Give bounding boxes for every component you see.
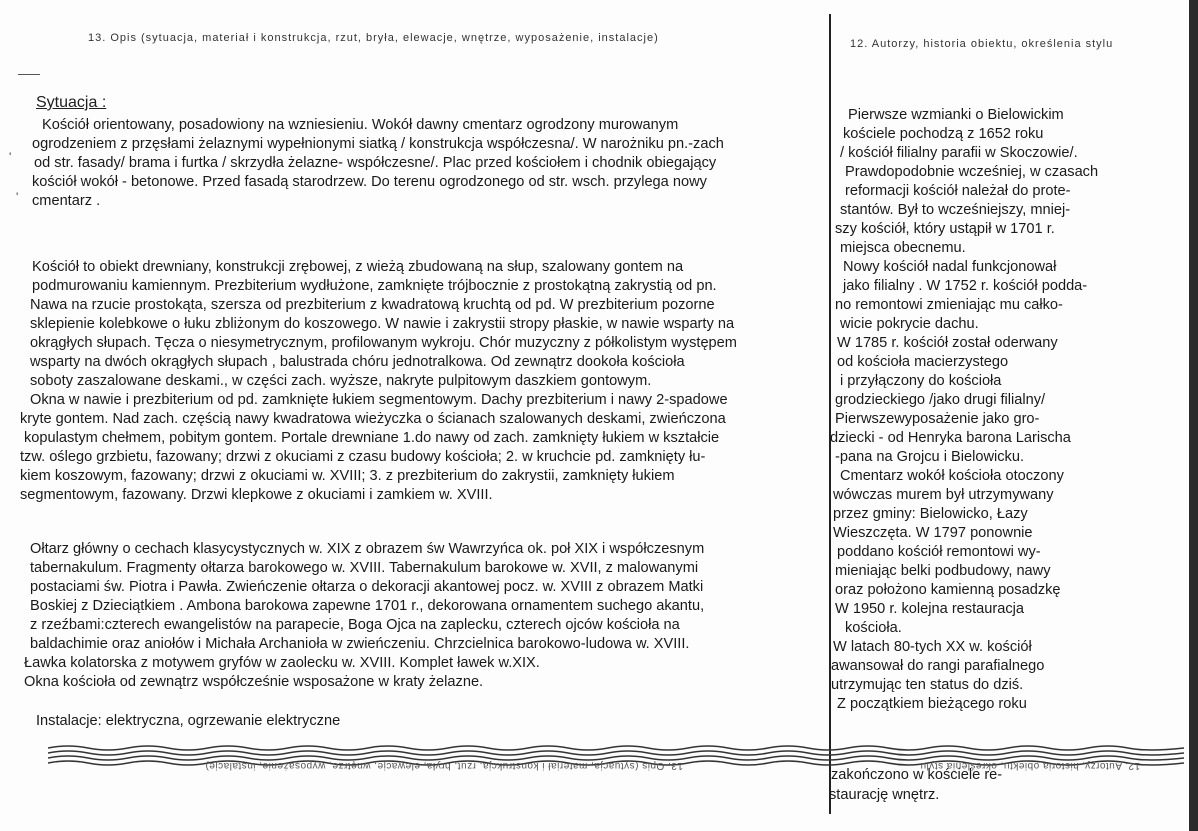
right-line: przez gminy: Bielowicko, Łazy (833, 506, 1028, 522)
left-line: cmentarz . (32, 193, 101, 209)
right-line: i przyłączony do kościoła (840, 373, 1002, 389)
left-line: Boskiej z Dzieciątkiem . Ambona barokowa zapewne 1701 r., dekorowana ornamentem suchego akantu, (30, 598, 705, 614)
left-line: podmurowaniu kamiennym. Prezbiterium wydłużone, zamknięte trójbocznie z prostokątną zakrystią od pn. (32, 278, 717, 294)
left-line: ogrodzeniem z przęsłami żelaznymi wypełnionymi siatką / konstrukcja współczesna/. W narożniku pn.-zach (32, 136, 724, 152)
right-line: oraz położono kamienną posadzkę (835, 582, 1061, 598)
section-title: Sytuacja : (36, 94, 107, 111)
margin-mark: ' (16, 190, 19, 204)
left-line: soboty zaszalowane deskami., w części zach. wyższe, nakryte pulpitowym daszkiem gontowym. (30, 373, 652, 389)
left-line: Kościół to obiekt drewniany, konstrukcji zrębowej, z wieżą zbudowaną na słup, szalowany gontem na (32, 259, 684, 275)
right-line: W 1785 r. kościół został oderwany (837, 335, 1058, 351)
left-line: Instalacje: elektryczna, ogrzewanie elektryczne (36, 713, 341, 729)
scan-edge (1189, 0, 1198, 831)
right-line: W latach 80-tych XX w. kościół (833, 639, 1032, 655)
left-line: sklepienie kolebkowe o łuku zbliżonym do koszowego. W nawie i zakrystii stropy płaskie, w nawie wsparty na (30, 316, 735, 332)
left-line: kiem koszowym, fazowany; drzwi z okuciami w. XVIII; 3. z prezbiterium do zakrystii, zamknięty łukiem (20, 468, 675, 484)
right-line: awansował do rangi parafialnego (831, 658, 1045, 674)
right-line: wicie pokrycie dachu. (840, 316, 979, 332)
right-line: utrzymując ten status do dziś. (831, 677, 1024, 693)
right-line: poddano kościół remontowi wy- (837, 544, 1041, 560)
left-line: Okna w nawie i prezbiterium od pd. zamknięte łukiem segmentowym. Dachy prezbiterium i nawy 2-spadowe (30, 392, 728, 408)
right-line: / kościół filialny parafii w Skoczowie/. (840, 145, 1078, 161)
right-line: Pierwszewyposażenie jako gro- (835, 411, 1040, 427)
left-line: Nawa na rzucie prostokąta, szersza od prezbiterium z kwadratową kruchtą od pd. W prezbiterium pozorne (30, 297, 715, 313)
right-line: kościoła. (845, 620, 902, 636)
right-line: od kościoła macierzystego (837, 354, 1009, 370)
mirrored-header-left: 13. Opis (sytuacja, materiał i konstrukcja, rzut, bryła, elewacje, wnętrze, wyposażenie, instalacje) (205, 760, 683, 771)
right-line: Cmentarz wokół kościoła otoczony (840, 468, 1064, 484)
header-right: 12. Autorzy, historia obiektu, określenia stylu (850, 38, 1114, 50)
left-line: kryte gontem. Nad zach. częścią nawy kwadratowa wieżyczka o ścianach szalowanych deskami, zwieńczona (20, 411, 726, 427)
right-line: Wieszczęta. W 1797 ponownie (833, 525, 1033, 541)
left-line: wsparty na dwóch okrągłych słupach , balustrada chóru jednotralkowa. Od zewnątrz dookoła kościoła (30, 354, 685, 370)
left-line: Ołtarz główny o cechach klasycystycznych w. XIX z obrazem św Wawrzyńca ok. poł XIX i współczesnym (30, 541, 705, 557)
right-line: -pana na Grojcu i Bielowicku. (835, 449, 1024, 465)
right-line: Z początkiem bieżącego roku (837, 696, 1027, 712)
right-line: wówczas murem był utrzymywany (833, 487, 1054, 503)
right-line: Nowy kościół nadal funkcjonował (843, 259, 1057, 275)
right-line: Prawdopodobnie wcześniej, w czasach (845, 164, 1099, 180)
right-line: no remontowi zmieniając mu całko- (835, 297, 1063, 313)
right-line: zakończono w kościele re- (831, 767, 1003, 783)
left-line: kościół wokół - betonowe. Przed fasadą starodrzew. Do terenu ogrodzonego od str. wsch. przylega nowy (32, 174, 707, 190)
left-line: tzw. oślego grzbietu, fazowany; drzwi z okuciami z czasu budowy kościoła; 2. w kruchcie pd. zamknięty łu- (20, 449, 706, 465)
right-line: mieniając belki podbudowy, nawy (835, 563, 1051, 579)
right-line: jako filialny . W 1752 r. kościół podda- (843, 278, 1088, 294)
left-line: kopulastym chełmem, pobitym gontem. Portale drewniane 1.do nawy od zach. zamknięty łukiem w kształcie (24, 430, 720, 446)
right-line: reformacji kościół należał do prote- (845, 183, 1071, 199)
left-line: od str. fasady/ brama i furtka / skrzydła żelazne- współczesne/. Plac przed kościołem i chodnik obiegający (34, 155, 717, 171)
right-line: Pierwsze wzmianki o Bielowickim (848, 107, 1064, 123)
margin-dash (18, 74, 40, 75)
header-left: 13. Opis (sytuacja, materiał i konstrukcja, rzut, bryła, elewacje, wnętrze, wyposażenie, instalacje) (88, 32, 659, 44)
right-line: miejsca obecnemu. (840, 240, 966, 256)
left-line: okrągłych słupach. Tęcza o niesymetrycznym, profilowanym wykroju. Chór muzyczny z półkolistym występem (30, 335, 737, 351)
left-line: segmentowym, fazowany. Drzwi klepkowe z okuciami i zamkiem w. XVIII. (20, 487, 493, 503)
left-line: Kościół orientowany, posadowiony na wzniesieniu. Wokół dawny cmentarz ogrodzony murowanym (42, 117, 679, 133)
left-line: baldachimie oraz aniołów i Michała Archanioła w zwieńczeniu. Chrzcielnica barokowo-ludowa w. XVIII. (30, 636, 690, 652)
right-line: W 1950 r. kolejna restauracja (835, 601, 1025, 617)
right-line: grodzieckiego /jako drugi filialny/ (835, 392, 1046, 408)
right-line: dziecki - od Henryka barona Larischa (830, 430, 1071, 446)
right-line: kościele pochodzą z 1652 roku (843, 126, 1044, 142)
right-line: szy kościół, który ustąpił w 1701 r. (835, 221, 1055, 237)
left-line: Ławka kolatorska z motywem gryfów w zaolecku w. XVIII. Komplet ławek w.XIX. (24, 655, 540, 671)
left-line: Okna kościoła od zewnątrz współcześnie wsposażone w kraty żelazne. (24, 674, 484, 690)
left-line: z rzeźbami:czterech ewangelistów na parapecie, Boga Ojca na zaplecku, czterech ojców kościoła na (30, 617, 680, 633)
right-line: staurację wnętrz. (829, 787, 940, 803)
mirrored-header-right: 12. Autorzy, historia obiektu, określenia stylu (920, 760, 1141, 771)
left-line: postaciami św. Piotra i Pawła. Zwieńczenie ołtarza o dekoracji akantowej pocz. w. XVIII z obrazem Matki (30, 579, 704, 595)
margin-mark: ' (9, 150, 12, 164)
column-divider (829, 14, 831, 814)
right-line: stantów. Był to wcześniejszy, mniej- (840, 202, 1071, 218)
left-line: tabernakulum. Fragmenty ołtarza barokowego w. XVIII. Tabernakulum barokowe w. XVII, z malowanymi (30, 560, 699, 576)
